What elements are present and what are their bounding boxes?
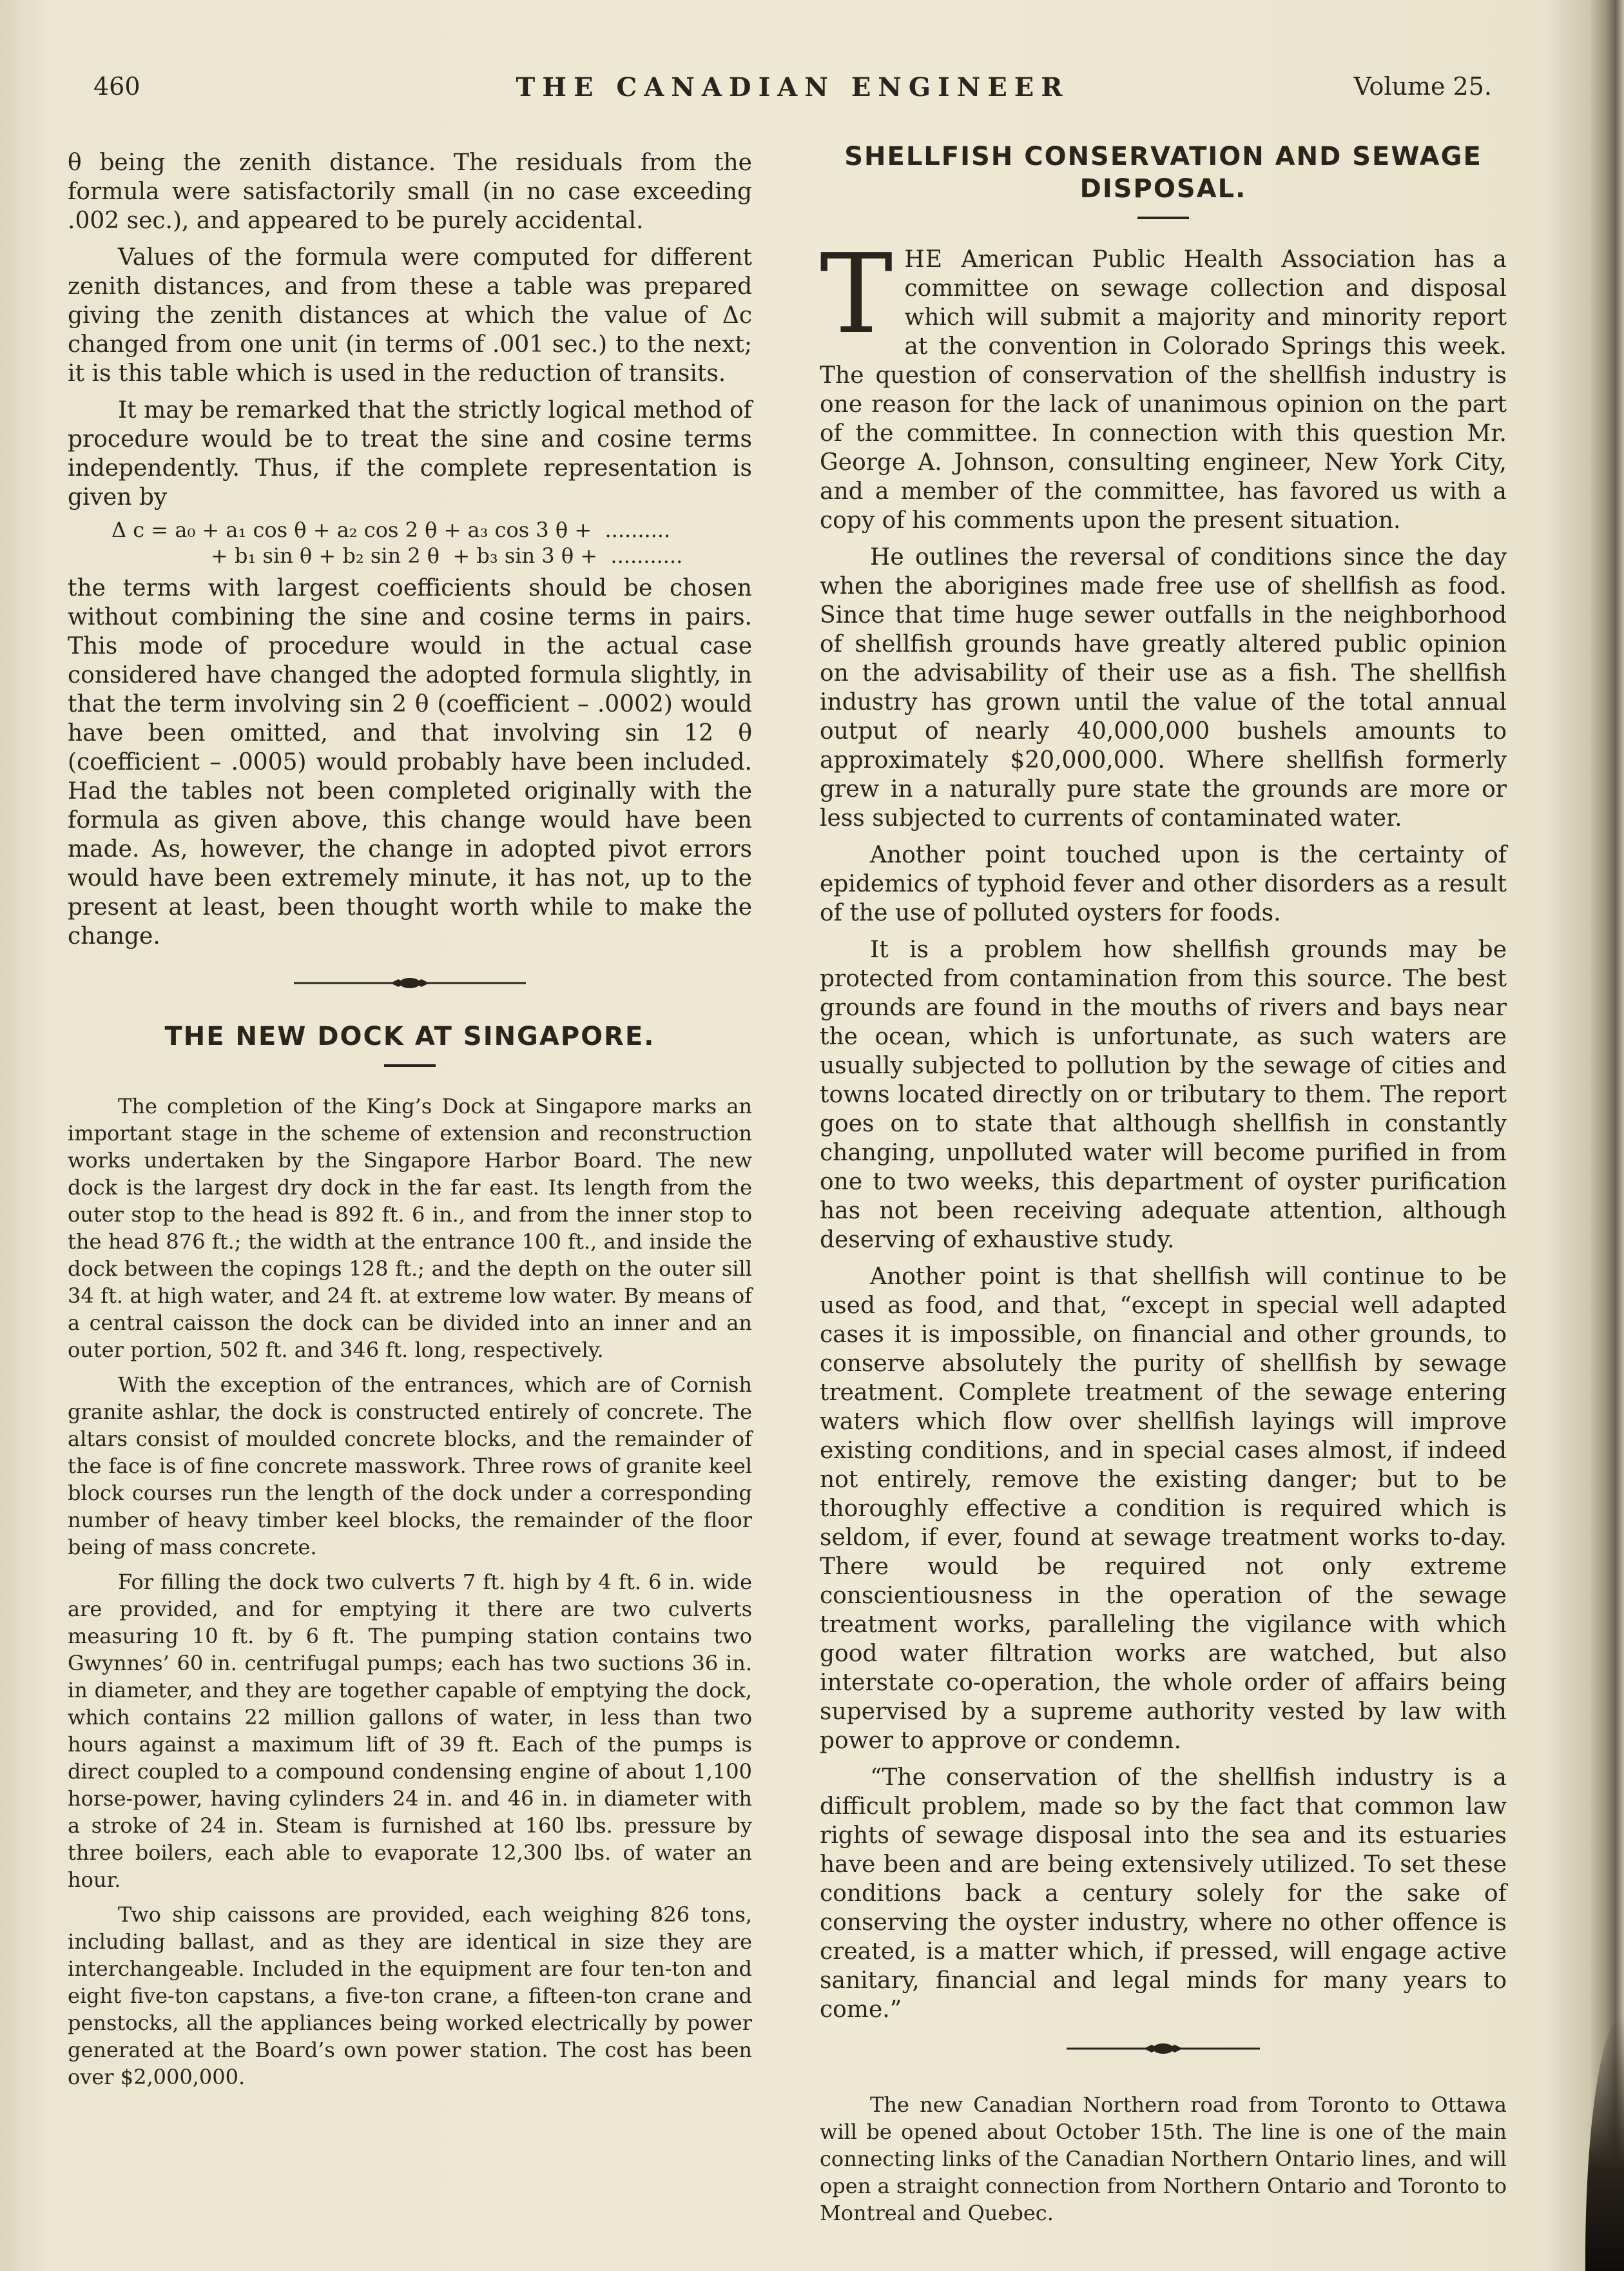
- dock-paragraph-4: Two ship caissons are provided, each weighing 826 tons, including ballast, and as they are identical in size they are interchangeable. Included in the equipment are four ten-ton and eight five-ton capstans, a five-ton crane, a fifteen-ton crane and penstocks, all the appliances being worked electrically by power generated at the Board’s own power station. The cost has been over $2,000,000.: [68, 1902, 752, 2089]
- formula-line-2: + b₁ sin θ + b₂ sin 2 θ + b₃ sin 3 θ + ...........: [211, 543, 683, 568]
- shellfish-paragraph-1: [820, 231, 1507, 535]
- transit-paragraph-4: the terms with largest coefficients should be chosen without combining the sine and cosine terms in pairs. This mode of procedure would in the actual case considered have changed the adopted formula slightly, in that the term involving sin 2 θ (coefficient – .0002) would have been omitted, and that involving sin 12 θ (coefficient – .0005) would probably have been included. Had the tables not been completed originally with the formula as given above, this change would have been made. As, however, the change in adopted pivot errors would have been extremely minute, it has not, up to the present at least, been thought worth while to make the change.: [68, 575, 752, 950]
- formula-block: [68, 517, 752, 569]
- running-header: [93, 72, 1492, 111]
- lead-word: HE: [904, 246, 943, 273]
- shellfish-paragraph-3: Another point touched upon is the certainty of epidemics of typhoid fever and other disorders as a result of the use of polluted oysters for foods.: [820, 842, 1507, 926]
- dock-paragraph-2: With the exception of the entrances, which are of Cornish granite ashlar, the dock is constructed entirely of concrete. The altars consist of moulded concrete blocks, and the remainder of the face is of fine concrete masswork. Three rows of granite keel block courses run the length of the dock under a corresponding number of heavy timber keel blocks, the remainder of the floor being of mass concrete.: [68, 1372, 752, 1559]
- right-column: [820, 142, 1507, 2234]
- transit-paragraph-1: θ being the zenith distance. The residuals from the formula were satisfactorily small (in no case exceeding .002 sec.), and appeared to be purely accidental.: [68, 150, 752, 234]
- railway-news-note: The new Canadian Northern road from Toronto to Ottawa will be opened about October 15th. The line is one of the main connecting links of the Canadian Northern Ontario lines, and will open a straight connection from Northern Ontario and Toronto to Montreal and Quebec.: [820, 2092, 1507, 2225]
- drop-cap: T: [820, 231, 893, 358]
- transit-paragraph-3: It may be remarked that the strictly logical method of procedure would be to treat the sine and cosine terms independently. Thus, if the complete representation is given by: [68, 397, 752, 511]
- journal-title: THE CANADIAN ENGINEER: [516, 72, 1070, 102]
- shellfish-paragraph-2: He outlines the reversal of conditions since the day when the aborigines made free use of shellfish as food. Since that time huge sewer outfalls in the neighborhood of shellfish grounds have greatly altered public opinion on the advisability of their use as a fish. The shellfish industry has grown until the value of the total annual output of nearly 40,000,000 bushels amounts to approximately $20,000,000. Where shellfish formerly grew in a naturally pure state the grounds are more or less subjected to currents of contaminated water.: [820, 544, 1507, 832]
- title-rule: [1137, 217, 1189, 219]
- section-divider-ornament: [1067, 2042, 1260, 2055]
- formula-line-1: Δ c = a₀ + a₁ cos θ + a₂ cos 2 θ + a₃ cos 3 θ + ..........: [111, 518, 671, 542]
- page-number: 460: [93, 72, 140, 101]
- shellfish-paragraph-6: “The conservation of the shellfish industry is a difficult problem, made so by the fact that common law rights of sewage disposal into the sea and its estuaries have been and are being extensively utilized. To set these conditions back a century solely for the sake of conserving the oyster industry, where no other offence is created, is a matter which, if pressed, will engage active sanitary, financial and legal minds for many years to come.”: [820, 1764, 1507, 2023]
- left-column: [68, 148, 752, 2098]
- transit-paragraph-2: Values of the formula were computed for different zenith distances, and from these a table was prepared giving the zenith distances at which the value of Δc changed from one unit (in terms of .001 sec.) to the next; it is this table which is used in the reduction of transits.: [68, 244, 752, 387]
- shellfish-paragraph-5: Another point is that shellfish will continue to be used as food, and that, “except in special well adapted cases it is impossible, on financial and other grounds, to conserve absolutely the purity of shellfish by sewage treatment. Complete treatment of the sewage entering waters which flow over shellfish layings will improve existing conditions, and in special cases almost, if indeed not entirely, remove the existing danger; but to be thoroughly effective a condition is required which is seldom, if ever, found at sewage treatment works to-day. There would be required not only extreme conscientiousness in the operation of the sewage treatment works, paralleling the vigilance with which good water filtration works are watched, but also interstate co-operation, the whole order of affairs being supervised by a supreme authority vested by law with power to approve or condemn.: [820, 1263, 1507, 1754]
- shellfish-intro: [820, 231, 1507, 535]
- dock-paragraph-1: The completion of the King’s Dock at Singapore marks an important stage in the scheme of extension and reconstruction works undertaken by the Singapore Harbor Board. The new dock is the largest dry dock in the far east. Its length from the outer stop to the head is 892 ft. 6 in., and from the inner stop to the head 876 ft.; the width at the entrance 100 ft., and inside the dock between the copings 128 ft.; and the depth on the outer sill 34 ft. at high water, and 24 ft. at extreme low water. By means of a central caisson the dock can be divided into an inner and an outer portion, 502 ft. and 346 ft. long, respectively.: [68, 1094, 752, 1362]
- shellfish-paragraph-4: It is a problem how shellfish grounds may be protected from contamination from this source. The best grounds are found in the mouths of rivers and bays near the ocean, which is unfortunate, as such waters are usually subjected to pollution by the sewage of cities and towns located directly on or tributary to them. The report goes on to state that although shellfish in constantly changing, unpolluted water will become purified in from one to two weeks, this department of oyster purification has not been receiving adequate attention, although deserving of exhaustive study.: [820, 937, 1507, 1253]
- dock-paragraph-3: For filling the dock two culverts 7 ft. high by 4 ft. 6 in. wide are provided, and for emptying it there are two culverts measuring 10 ft. by 6 ft. The pumping station contains two Gwynnes’ 60 in. centrifugal pumps; each has two suctions 36 in. in diameter, and they are together capable of emptying the dock, which contains 22 million gallons of water, in less than two hours against a maximum lift of 39 ft. Each of the pumps is direct coupled to a compound condensing engine of about 1,100 horse-power, having cylinders 24 in. and 46 in. in diameter with a stroke of 24 in. Steam is furnished at 160 lbs. pressure by three boilers, each able to evaporate 12,300 lbs. of water an hour.: [68, 1570, 752, 1892]
- page-binding-shadow: [1590, 0, 1624, 2271]
- shellfish-article-title: SHELLFISH CONSERVATION AND SEWAGE DISPOSAL.: [844, 142, 1482, 204]
- dock-article-title: THE NEW DOCK AT SINGAPORE.: [164, 1022, 655, 1051]
- section-divider-ornament: [294, 977, 526, 989]
- volume-label: Volume 25.: [1353, 72, 1492, 101]
- title-rule: [384, 1064, 436, 1067]
- shellfish-paragraph-1-text: American Public Health Association has a committee on sewage collection and disposal which will submit a majority and minority report at the convention in Colorado Springs this week. The question of conservation of the shellfish industry is one reason for the lack of unanimous opinion on the part of the committee. In connection with this question Mr. George A. Johnson, consulting engineer, New York City, and a member of the committee, has favored us with a copy of his comments upon the present situation.: [820, 246, 1507, 534]
